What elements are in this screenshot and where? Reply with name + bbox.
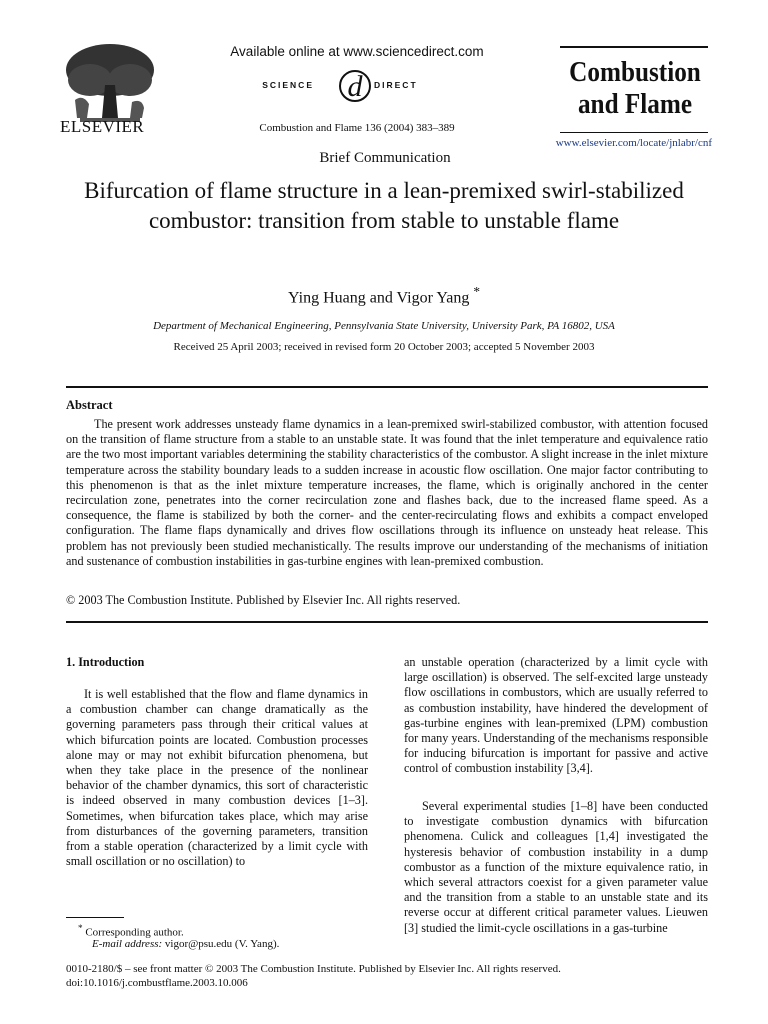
- sd-right-text: DIRECT: [374, 80, 418, 90]
- journal-url-rule: [560, 132, 708, 133]
- journal-title-line1: Combustion: [569, 57, 701, 88]
- received-dates: Received 25 April 2003; received in revised form 20 October 2003; accepted 5 November 2003: [173, 341, 595, 353]
- journal-title-rule: [560, 46, 708, 48]
- front-matter-line: 0010-2180/$ – see front matter © 2003 The Combustion Institute. Published by Elsevier Inc. All rights reserved.: [66, 963, 561, 975]
- corresponding-author-mark: *: [473, 284, 481, 299]
- abstract-top-rule: [66, 386, 708, 388]
- email-label: E-mail address:: [92, 938, 163, 950]
- sd-left-text: SCIENCE: [262, 80, 314, 90]
- sd-logo-glyph: d: [347, 70, 363, 103]
- article-type: Brief Communication: [319, 150, 451, 166]
- journal-url-link[interactable]: www.elsevier.com/locate/jnlabr/cnf: [555, 137, 712, 149]
- authors-text: Ying Huang and Vigor Yang: [287, 289, 470, 307]
- email-address[interactable]: vigor@psu.edu (V. Yang).: [164, 938, 280, 950]
- abstract-heading: Abstract: [66, 398, 113, 412]
- body-column-right-para2: Several experimental studies [1–8] have been conducted to investigate combustion dynamics with bifurcation phenomena. Culick and colleagues [1,4] investigated the hysteresis behavior of combustion instability in a dump combustor as a function of the mixture equivalence ratio, in which several attractors coexist for a given parameter value and the transition from a stable to an unstable state and its reverse occur at different critical parameter values. Lieuwen [3] studied the limit-cycle oscillations in a gas-turbine: [404, 799, 708, 935]
- footnote-mark: *: [78, 923, 83, 933]
- footnote-corresponding: [78, 923, 184, 939]
- abstract-bottom-rule: [66, 621, 708, 623]
- doi-line[interactable]: doi:10.1016/j.combustflame.2003.10.006: [66, 977, 248, 989]
- body-column-left: It is well established that the flow and flame dynamics in a combustion chamber can change dramatically as the governing parameters pass through their critical values at which bifurcation points are located. Combustion processes alone may or may not exhibit bifurcation phenomena, but when they take place in the presence of the nonlinear behavior of the chamber dynamics, this sort of characteristic is indeed observed in many combustion devices [1–3]. Sometimes, when bifurcation takes place, which may arise from disturbances of the governing parameters, transition from a stable operation (characterized by a limit cycle with small oscillation or no oscillation) to: [66, 687, 368, 869]
- available-online-text: Available online at www.sciencedirect.com: [230, 44, 484, 59]
- section-heading-introduction: 1. Introduction: [66, 655, 145, 669]
- footnote-email: [92, 938, 279, 950]
- sciencedirect-logo: [222, 66, 492, 106]
- journal-title-line2: and Flame: [577, 89, 693, 120]
- abstract-copyright: © 2003 The Combustion Institute. Published by Elsevier Inc. All rights reserved.: [66, 593, 461, 607]
- article-title: Bifurcation of flame structure in a lean-premixed swirl-stabilized combustor: transition from stable to unstable flame: [84, 178, 684, 233]
- author-affiliation: Department of Mechanical Engineering, Pennsylvania State University, University Park, PA 16802, USA: [153, 320, 615, 332]
- footnote-rule: [66, 917, 124, 918]
- footnote-text: Corresponding author.: [85, 926, 184, 939]
- article-authors: [60, 284, 708, 307]
- publisher-name: ELSEVIER: [60, 117, 145, 136]
- abstract-text: The present work addresses unsteady flame dynamics in a lean-premixed swirl-stabilized combustor, with attention focused on the transition of flame structure from a stable to an unstable state. It was found that the inlet temperature and equivalence ratio are the two most important variables determining the stability characteristics of the combustor. A slight increase in the inlet mixture temperature across the stability boundary leads to a sudden increase in acoustic flow oscillation. One major factor contributing to this phenomenon is that as the inlet mixture temperature increases, the flame, which is originally anchored in the center recirculation zone, penetrates into the corner recirculation zone and flashes back, due to the increased flame speed. As a consequence, the flame is stabilized by both the corner- and the center-recirculating flows and exhibits a compact enveloped configuration. The flame flaps dynamically and drives flow oscillations through its influence on unsteady heat release. This problem has not previously been studied mechanistically. The results improve our understanding of the mechanisms of initiation and sustenance of combustion instabilities in gas-turbine engines with lean-premixed combustion.: [66, 417, 708, 568]
- body-column-right-para1: an unstable operation (characterized by a limit cycle with large oscillation) is observed. The self-excited large unsteady flow oscillations in combustors, which are usually referred to as combustion instability, have hindered the development of gas-turbine engines with lean-premixed (LPM) combustion for many years. Understanding of the mechanisms responsible for inducing bifurcation is important for passive and active control of combustion instability [3,4].: [404, 655, 708, 776]
- journal-citation: Combustion and Flame 136 (2004) 383–389: [259, 122, 455, 134]
